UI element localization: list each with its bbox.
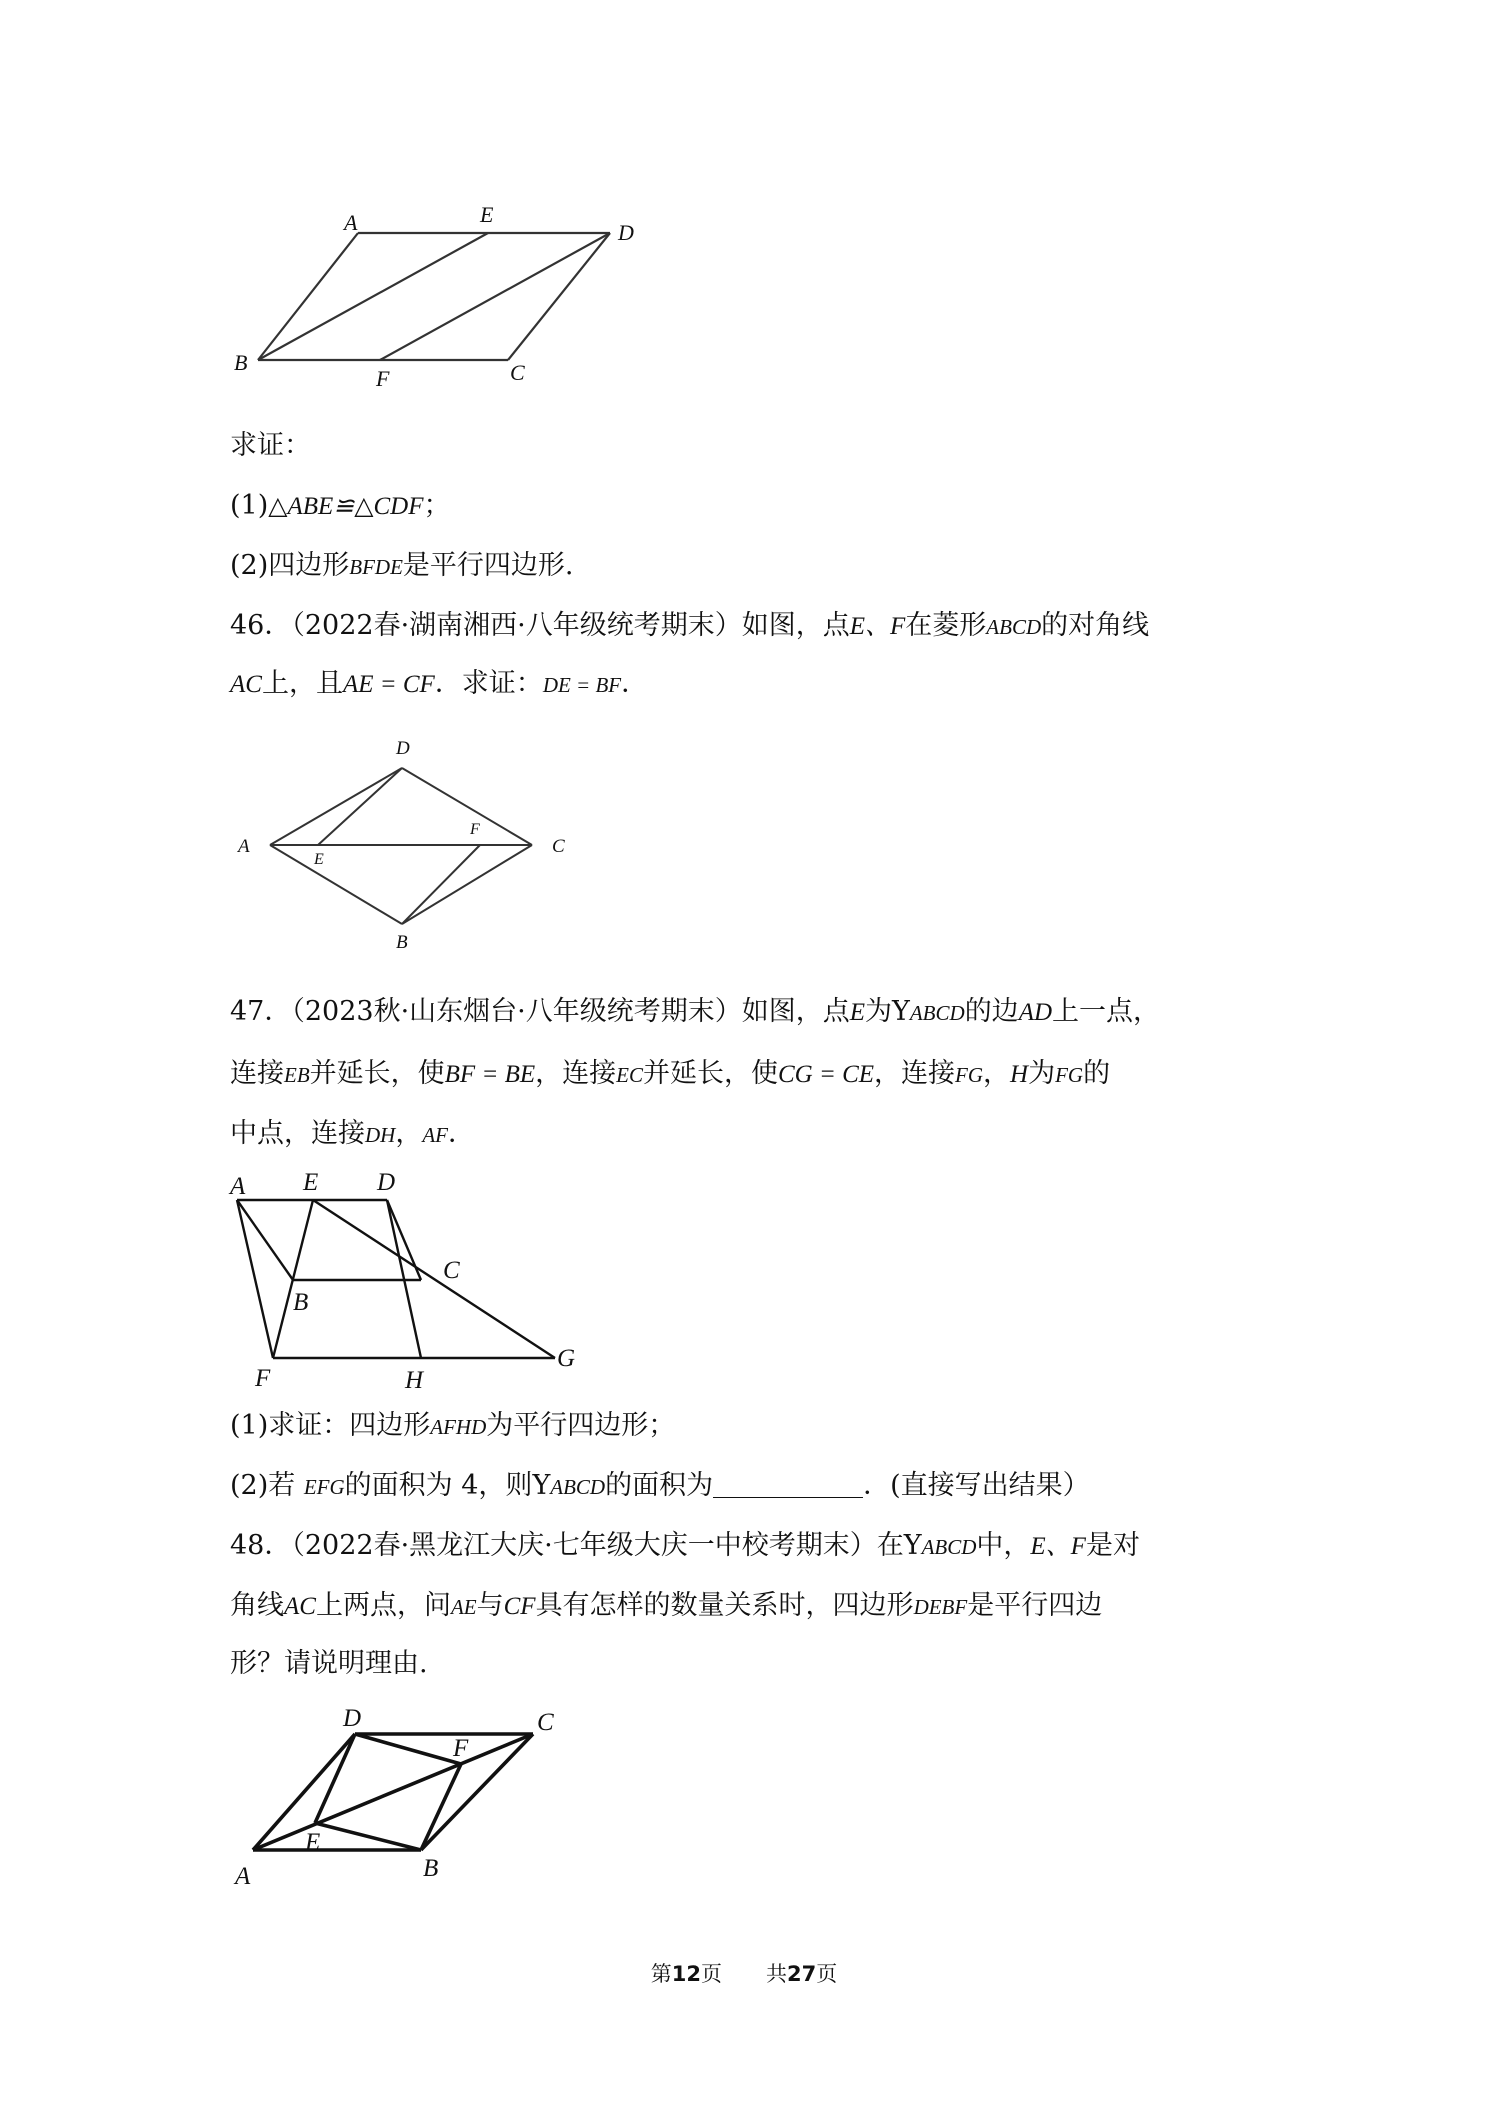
label-E: E [480,202,494,227]
text-fragment: 具有怎样的数量关系时，四边形 [535,1590,914,1621]
text-fragment: ，连接 [874,1058,956,1089]
text-fragment: 的面积为 [605,1470,714,1501]
math-fragment: ABCD [909,1001,965,1025]
math-fragment: EFG [303,1475,345,1499]
text-fragment: 中， [976,1530,1031,1561]
math-fragment: FG [955,1063,984,1087]
p45-part1 [230,486,450,527]
text-fragment: 与 [476,1590,504,1621]
text-fragment: ． [448,1118,475,1149]
text-fragment: 并延长，使 [309,1058,445,1089]
text-fragment: 是平行四边 [967,1590,1103,1621]
text-fragment: 上，且 [261,668,343,699]
label-E: E [303,1169,319,1196]
part2-end: 是平行四边形. [402,550,574,581]
p47-question1 [230,1406,675,1447]
text-fragment: 形？请说明理由. [230,1648,428,1679]
text-fragment: ， [395,1118,423,1149]
label-A: A [235,1863,251,1890]
math-fragment: FG [1055,1063,1084,1087]
text-fragment: ． [621,668,649,699]
math-fragment: H [1010,1061,1029,1088]
segment-AD [253,1734,355,1850]
problem-source: （2022春·黑龙江大庆·七年级大庆一中校考期末） [291,1530,877,1561]
segment-DC [402,768,532,845]
label-G: G [557,1345,576,1372]
label-C: C [537,1709,554,1736]
parallelogram-figure-48 [225,1700,585,1890]
label-D: D [396,738,410,759]
page-footer [0,1958,1488,1988]
math-fragment: AC [230,671,262,698]
label-F: F [376,366,390,391]
text-fragment: ，连接 [535,1058,617,1089]
part1-prefix: (1) [230,490,269,521]
math-fragment: DEBF [913,1595,968,1619]
footer-text: 页 [816,1962,838,1986]
p48-line3 [230,1644,428,1684]
text-fragment: 如图，点 [741,996,850,1027]
text-fragment: 的边 [964,996,1019,1027]
label-D: D [377,1169,396,1196]
text-fragment: (2)若 [230,1470,296,1501]
segment-AC [253,1734,533,1850]
segment-DC [508,233,610,360]
math-fragment: E、F [849,613,906,640]
text-fragment: 为 [865,996,893,1027]
segment-FD [380,233,610,360]
math-fragment: ABCD [986,615,1042,639]
problem-number: 48． [230,1530,292,1561]
text-fragment: 上一点， [1052,996,1161,1027]
label-F: F [255,1365,271,1392]
problem-source: （2023秋·山东烟台·八年级统考期末） [291,996,742,1027]
p47-line1 [230,992,1160,1033]
label-A: A [238,836,250,857]
p46-line2 [230,664,648,705]
segment-BA [270,845,402,924]
math-fragment: CG = CE [777,1061,875,1088]
p48-line2 [230,1586,1102,1627]
label-F: F [470,821,480,838]
label-A: A [230,1173,246,1200]
text-fragment: ．(直接写出结果） [863,1470,1090,1501]
part2-prefix: (2)四边形 [230,550,350,581]
segment-AB [258,233,358,360]
math-fragment: ABCD [550,1475,606,1499]
math-fragment: AFHD [430,1415,487,1439]
label-D: D [343,1705,362,1732]
text-fragment: 如图，点 [741,610,850,641]
answer-blank[interactable] [713,1469,863,1498]
part1-math: △ABE≌△CDF [268,493,424,520]
label-C: C [510,360,525,385]
text-fragment: 的对角线 [1041,610,1150,641]
parallelogram-symbol: Y [892,996,910,1027]
parallelogram-figure-45 [230,200,650,400]
p47-question2 [230,1466,1090,1507]
label-E: E [305,1829,321,1856]
label-C: C [443,1257,460,1284]
p46-line1 [230,606,1149,647]
p47-line3 [230,1114,475,1155]
text-fragment: 是对 [1085,1530,1140,1561]
text-fragment: 的面积为 4，则 [344,1470,533,1501]
math-fragment: DH [365,1123,396,1147]
label-A: A [344,210,358,235]
segment-EB [315,1823,421,1850]
text-fragment: (1)求证：四边形 [230,1410,431,1441]
math-fragment: E [849,999,866,1026]
label-B: B [396,932,408,953]
segment-BC [421,1734,533,1850]
math-fragment: BF = BE [444,1061,536,1088]
footer-text: 第 [650,1962,672,1986]
total-page-number: 27 [787,1962,817,1986]
text-fragment: 中点，连接 [230,1118,365,1149]
label-D: D [618,220,634,245]
part1-end: ； [423,490,451,521]
label-F: F [453,1735,469,1762]
label-B: B [423,1855,439,1882]
segment-AD [270,768,402,845]
math-fragment: AC [284,1593,316,1620]
text-fragment: 在菱形 [905,610,987,641]
math-fragment: CF [503,1593,536,1620]
math-fragment: E、F [1030,1533,1086,1560]
math-fragment: ABCD [921,1535,977,1559]
text-fragment: 为 [1028,1058,1056,1089]
p48-line1 [230,1526,1140,1567]
problem-number: 46． [230,610,292,641]
text-fragment: ， [983,1058,1011,1089]
label-C: C [552,836,565,857]
text-fragment: 的 [1083,1058,1111,1089]
problem-source: （2022春·湖南湘西·八年级统考期末） [291,610,742,641]
parallelogram-symbol: Y [532,1470,551,1501]
label-B: B [234,350,248,375]
text-fragment: 并延长，使 [642,1058,778,1089]
current-page-number: 12 [671,1962,701,1986]
segment-DC [387,1200,421,1280]
footer-text: 共 [766,1962,787,1986]
problem-number: 47． [230,996,292,1027]
footer-text: 页 [701,1962,722,1986]
text-fragment: 角线 [230,1590,284,1621]
math-fragment: AF [422,1123,448,1147]
part2-math: BFDE [349,555,403,579]
math-fragment: DE = BF [542,673,622,697]
math-fragment: AD [1018,999,1053,1026]
label-B: B [293,1289,309,1316]
segment-BE [258,233,488,360]
math-fragment: EC [616,1063,643,1087]
text-fragment: 为平行四边形； [486,1410,676,1441]
rhombus-figure-46 [230,730,590,960]
geometry-figure-47 [225,1170,595,1400]
prove-label: 求证： [230,430,311,461]
text-fragment: 在 [876,1530,904,1561]
p45-part2 [230,546,574,587]
text-fragment: ．求证： [434,668,543,699]
math-fragment: EB [284,1063,310,1087]
label-E: E [314,851,324,868]
text-fragment: 上两点，问 [315,1590,451,1621]
parallelogram-symbol: Y [903,1530,922,1561]
math-fragment: AE = CF [342,671,435,698]
p45-prove-line [230,426,311,466]
label-H: H [405,1367,424,1394]
segment-DF [355,1734,461,1764]
segment-DE [318,768,402,845]
math-fragment: AE [450,1595,477,1619]
p47-line2 [230,1054,1110,1095]
text-fragment: 连接 [230,1058,284,1089]
